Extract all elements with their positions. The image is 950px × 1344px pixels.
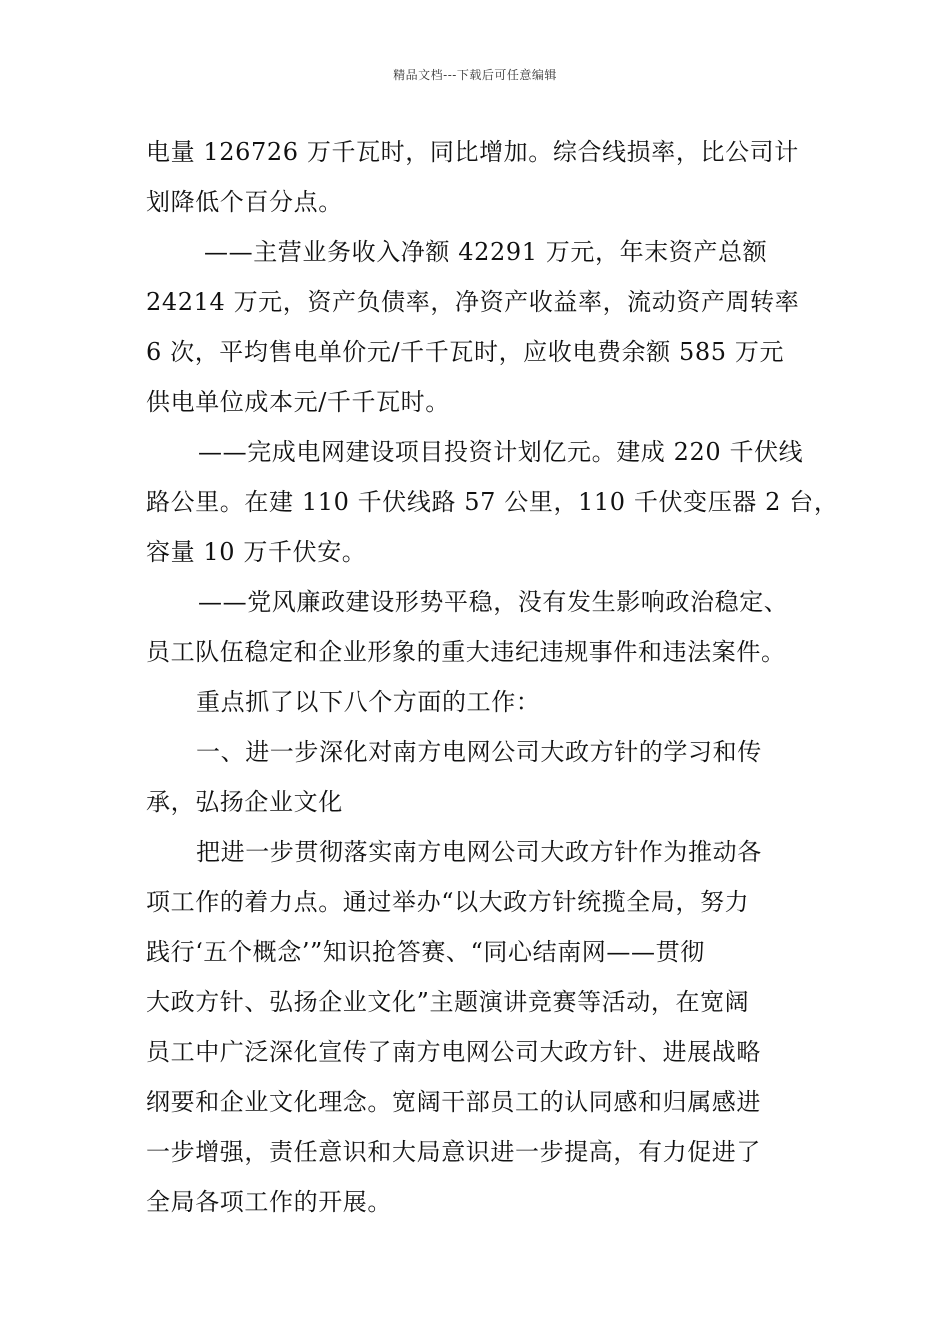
text-line: ——党风廉政建设形势平稳，没有发生影响政治稳定、 [198, 588, 789, 616]
text-line: 6 次，平均售电单价元/千千瓦时，应收电费余额 585 万元 [146, 338, 785, 366]
text-line: 全局各项工作的开展。 [146, 1188, 392, 1216]
text-line: 把进一步贯彻落实南方电网公司大政方针作为推动各 [196, 838, 762, 866]
text-line: 一步增强，责任意识和大局意识进一步提高，有力促进了 [146, 1138, 761, 1166]
text-line: 大政方针、弘扬企业文化”主题演讲竞赛等活动，在宽阔 [146, 988, 750, 1016]
text-line: 纲要和企业文化理念。宽阔干部员工的认同感和归属感进 [146, 1088, 761, 1116]
text-line: 践行‘五个概念’”知识抢答赛、“同心结南网——贯彻 [146, 938, 705, 966]
text-line: 划降低个百分点。 [146, 188, 343, 216]
section-heading: 承，弘扬企业文化 [146, 788, 343, 816]
text-line: ——完成电网建设项目投资计划亿元。建成 220 千伏线 [198, 438, 804, 466]
text-line: ——主营业务收入净额 42291 万元，年末资产总额 [204, 238, 768, 266]
text-line: 员工中广泛深化宣传了南方电网公司大政方针、进展战略 [146, 1038, 761, 1066]
text-line: 员工队伍稳定和企业形象的重大违纪违规事件和违法案件。 [146, 638, 786, 666]
text-line: 电量 126726 万千瓦时，同比增加。综合线损率，比公司计 [146, 138, 799, 166]
text-line: 容量 10 万千伏安。 [146, 538, 367, 566]
text-line: 项工作的着力点。通过举办“以大政方针统揽全局，努力 [146, 888, 750, 916]
text-line: 路公里。在建 110 千伏线路 57 公里，110 千伏变压器 2 台， [146, 488, 839, 516]
page-header: 精品文档---下载后可任意编辑 [393, 68, 557, 82]
section-intro: 重点抓了以下八个方面的工作： [196, 688, 541, 716]
document-body [146, 127, 839, 1227]
text-line: 24214 万元，资产负债率，净资产收益率，流动资产周转率 [146, 288, 800, 316]
text-line: 供电单位成本元/千千瓦时。 [146, 388, 450, 416]
section-heading: 一、进一步深化对南方电网公司大政方针的学习和传 [196, 738, 762, 766]
